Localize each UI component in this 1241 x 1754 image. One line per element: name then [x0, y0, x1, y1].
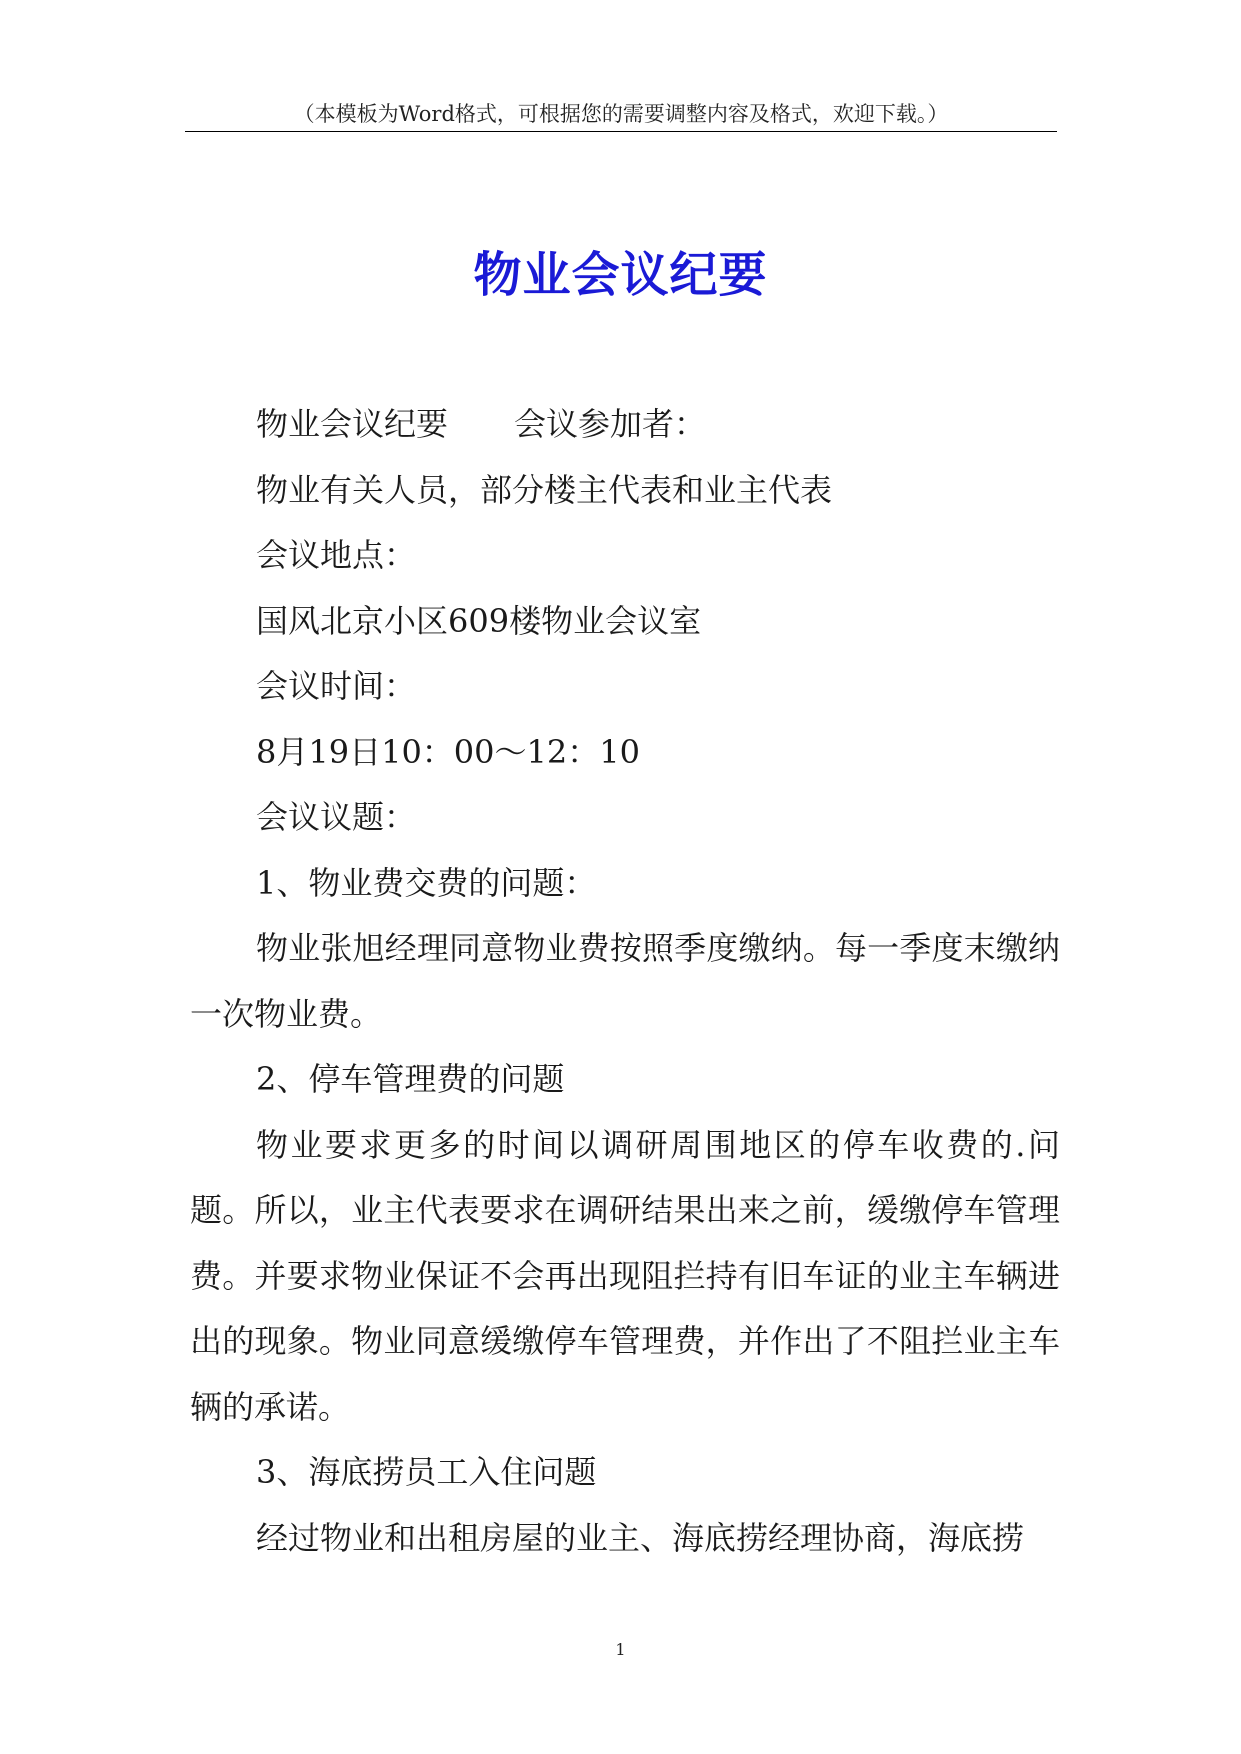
document-body [190, 392, 1060, 1571]
header-divider [185, 131, 1057, 132]
paragraph-12: 经过物业和出租房屋的业主、海底捞经理协商，海底捞 [256, 1518, 1025, 1557]
paragraph-6: 会议议题： [256, 798, 417, 836]
paragraph-0 [190, 392, 1060, 458]
paragraph-3: 国风北京小区609楼物业会议室 [256, 601, 702, 640]
paragraph-0-attendees-label: 会议参加者： [514, 405, 707, 443]
paragraph-5: 8月19日10：00～12：10 [256, 732, 640, 771]
paragraph-8: 物业张旭经理同意物业费按照季度缴纳。每一季度末缴纳一次物业费。 [190, 929, 1060, 1033]
paragraph-11: 3、海底捞员工入住问题 [256, 1453, 597, 1491]
template-note: （本模板为Word格式，可根据您的需要调整内容及格式，欢迎下载。） [293, 102, 949, 126]
paragraph-10: 物业要求更多的时间以调研周围地区的停车收费的.问题。所以，业主代表要求在调研结果出来之前，缓缴停车管理费。并要求物业保证不会再出现阻拦持有旧车证的业主车辆进出的现象。物业同意缓缴停车管理费，并作出了不阻拦业主车辆的承诺。 [190, 1125, 1060, 1426]
paragraph-2: 会议地点： [256, 536, 417, 574]
paragraph-1: 物业有关人员，部分楼主代表和业主代表 [256, 470, 833, 509]
paragraph-4: 会议时间： [256, 667, 417, 705]
document-title: 物业会议纪要 [473, 247, 768, 304]
paragraph-7: 1、物业费交费的问题： [256, 863, 597, 902]
paragraph-0-title: 物业会议纪要 [256, 405, 449, 443]
page-number: 1 [615, 1640, 626, 1659]
paragraph-9: 2、停车管理费的问题 [256, 1060, 565, 1098]
